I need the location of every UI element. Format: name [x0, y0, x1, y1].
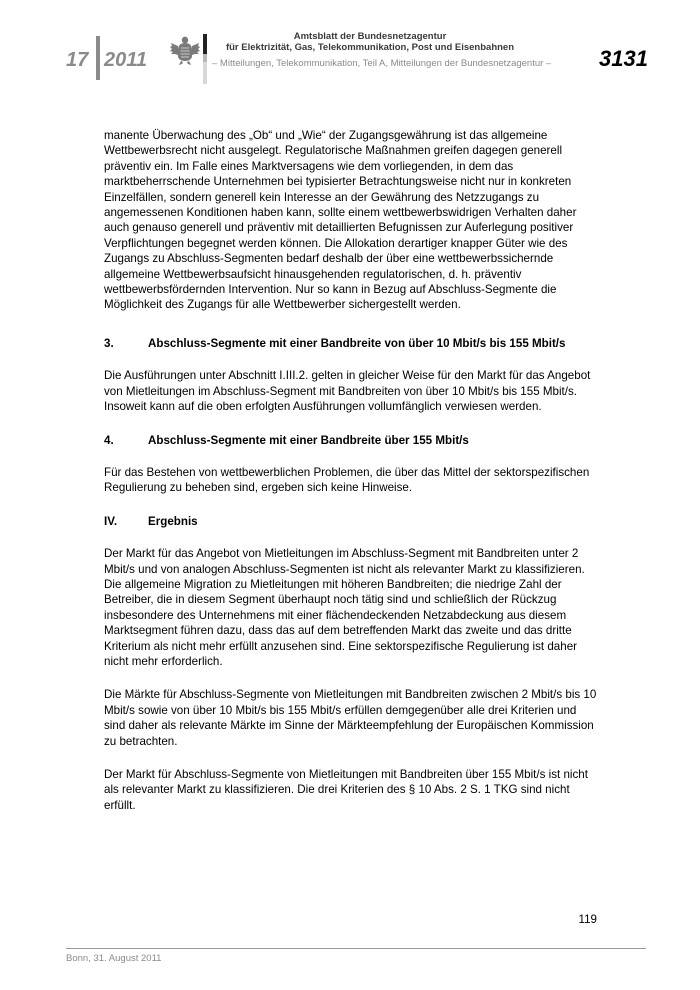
- flag-bar-red: [203, 54, 207, 62]
- header-divider-bar: [96, 36, 100, 80]
- section-4-paragraph: Für das Bestehen von wettbewerblichen Problemen, die über das Mittel der sektorspezifischen Regulierung zu beheben sind, ergeben sich keine Hinweise.: [104, 465, 590, 495]
- page-number: 119: [578, 913, 597, 926]
- result-paragraph-2: Die Märkte für Abschluss-Segmente von Mietleitungen mit Bandbreiten zwischen 2 Mbit/s bis 10 Mbit/s sowie von über 10 Mbit/s bis 155 Mbit/s erfüllen demgegenüber alle drei Kriterien und sind daher als relevante Märkte im Sinne der Märkteempfehlung der Europäischen Kommission zu betrachten.: [104, 688, 597, 748]
- section-4-title: Abschluss-Segmente mit einer Bandbreite über 155 Mbit/s: [148, 433, 469, 447]
- section-3-paragraph: Die Ausführungen unter Abschnitt I.III.2. gelten in gleicher Weise für den Markt für das Angebot von Mietleitungen im Abschluss-Segment mit Bandbreiten von über 10 Mbit/s bis 155 Mbit/s. Insoweit kann auf die oben erfolgten Ausführungen vollumfänglich verwiesen werden.: [104, 369, 591, 414]
- flag-bar-black: [203, 34, 207, 54]
- footer-date: Bonn, 31. August 2011: [66, 953, 162, 964]
- issue-number: 17: [66, 49, 89, 71]
- section-4-heading: [104, 433, 598, 448]
- section-subtitle: – Mitteilungen, Telekommunikation, Teil A, Mitteilungen der Bundesnetzagentur –: [212, 58, 552, 69]
- section-4-number: 4.: [104, 433, 114, 447]
- issue-year: 2011: [104, 49, 148, 71]
- flag-bar-gold: [203, 62, 207, 84]
- section-3-heading: [104, 336, 598, 351]
- federal-eagle-icon: [170, 34, 200, 66]
- section-result-title: Ergebnis: [148, 514, 198, 528]
- footer-divider: [66, 948, 646, 949]
- publication-subtitle: für Elektrizität, Gas, Telekommunikation, Post und Eisenbahnen: [225, 42, 515, 53]
- result-paragraph-3: Der Markt für Abschluss-Segmente von Mietleitungen mit Bandbreiten über 155 Mbit/s ist nicht als relevanter Markt zu klassifizieren. Die drei Kriterien des § 10 Abs. 2 S. 1 TKG sind nicht erfüllt.: [104, 768, 588, 812]
- gazette-page-number: 3131: [599, 46, 648, 71]
- section-result-number: IV.: [104, 514, 118, 528]
- publication-title: Amtsblatt der Bundesnetzagentur: [293, 31, 447, 42]
- document-body: [104, 128, 598, 813]
- result-paragraph-1: Der Markt für das Angebot von Mietleitungen im Abschluss-Segment mit Bandbreiten unter 2 Mbit/s und von analogen Abschluss-Segmenten ist nicht als relevanter Markt zu klassifizieren. Die allgemeine Migration zu Mietleitungen mit höheren Bandbreiten; die niedrige Zahl der Betreiber, die in diesem Segment überhaupt noch tätig sind und schließlich der Rückzug insbesondere des Unternehmens mit einer flächendeckenden Netzabdeckung aus diesem Marktsegment führen dazu, dass das auf dem betreffenden Markt das zweite und das dritte Kriterium als nicht mehr erfüllt anzusehen sind. Eine sektorspezifische Regulierung ist daher nicht mehr erforderlich.: [104, 547, 585, 668]
- section-3-number: 3.: [104, 336, 114, 350]
- intro-paragraph: manente Überwachung des „Ob“ und „Wie“ der Zugangsgewährung ist das allgemeine Wettbewerbsrecht nicht ausgelegt. Regulatorische Maßnahmen greifen dagegen generell präventiv ein. Im Falle eines Marktversagens wie dem vorliegenden, in dem das marktbeherrschende Unternehmen bei typisierter Betrachtungsweise nicht nur in konkreten Einzelfällen, sondern generell kein Interesse an der Gewährung des Netzzugangs zu angemessenen Konditionen haben kann, sollte einem wettbewerbswidrigen Verhalten daher auch genauso generell und präventiv mit detaillierten Befugnissen zur Auferlegung positiver Verpflichtungen begegnet werden können. Die Allokation derartiger knapper Güter wie des Zugangs zu Abschluss-Segmenten bedarf deshalb der über eine wettbewerbssichernde allgemeine Wettbewerbsaufsicht hinausgehenden regulatorischen, d. h. präventiv wettbewerbsfördernden Intervention. Nur so kann in Bezug auf Abschluss-Segmente die Möglichkeit des Zugangs für alle Wettbewerber sichergestellt werden.: [104, 129, 577, 312]
- section-result-heading: [104, 514, 598, 529]
- section-3-title: Abschluss-Segmente mit einer Bandbreite von über 10 Mbit/s bis 155 Mbit/s: [148, 336, 566, 350]
